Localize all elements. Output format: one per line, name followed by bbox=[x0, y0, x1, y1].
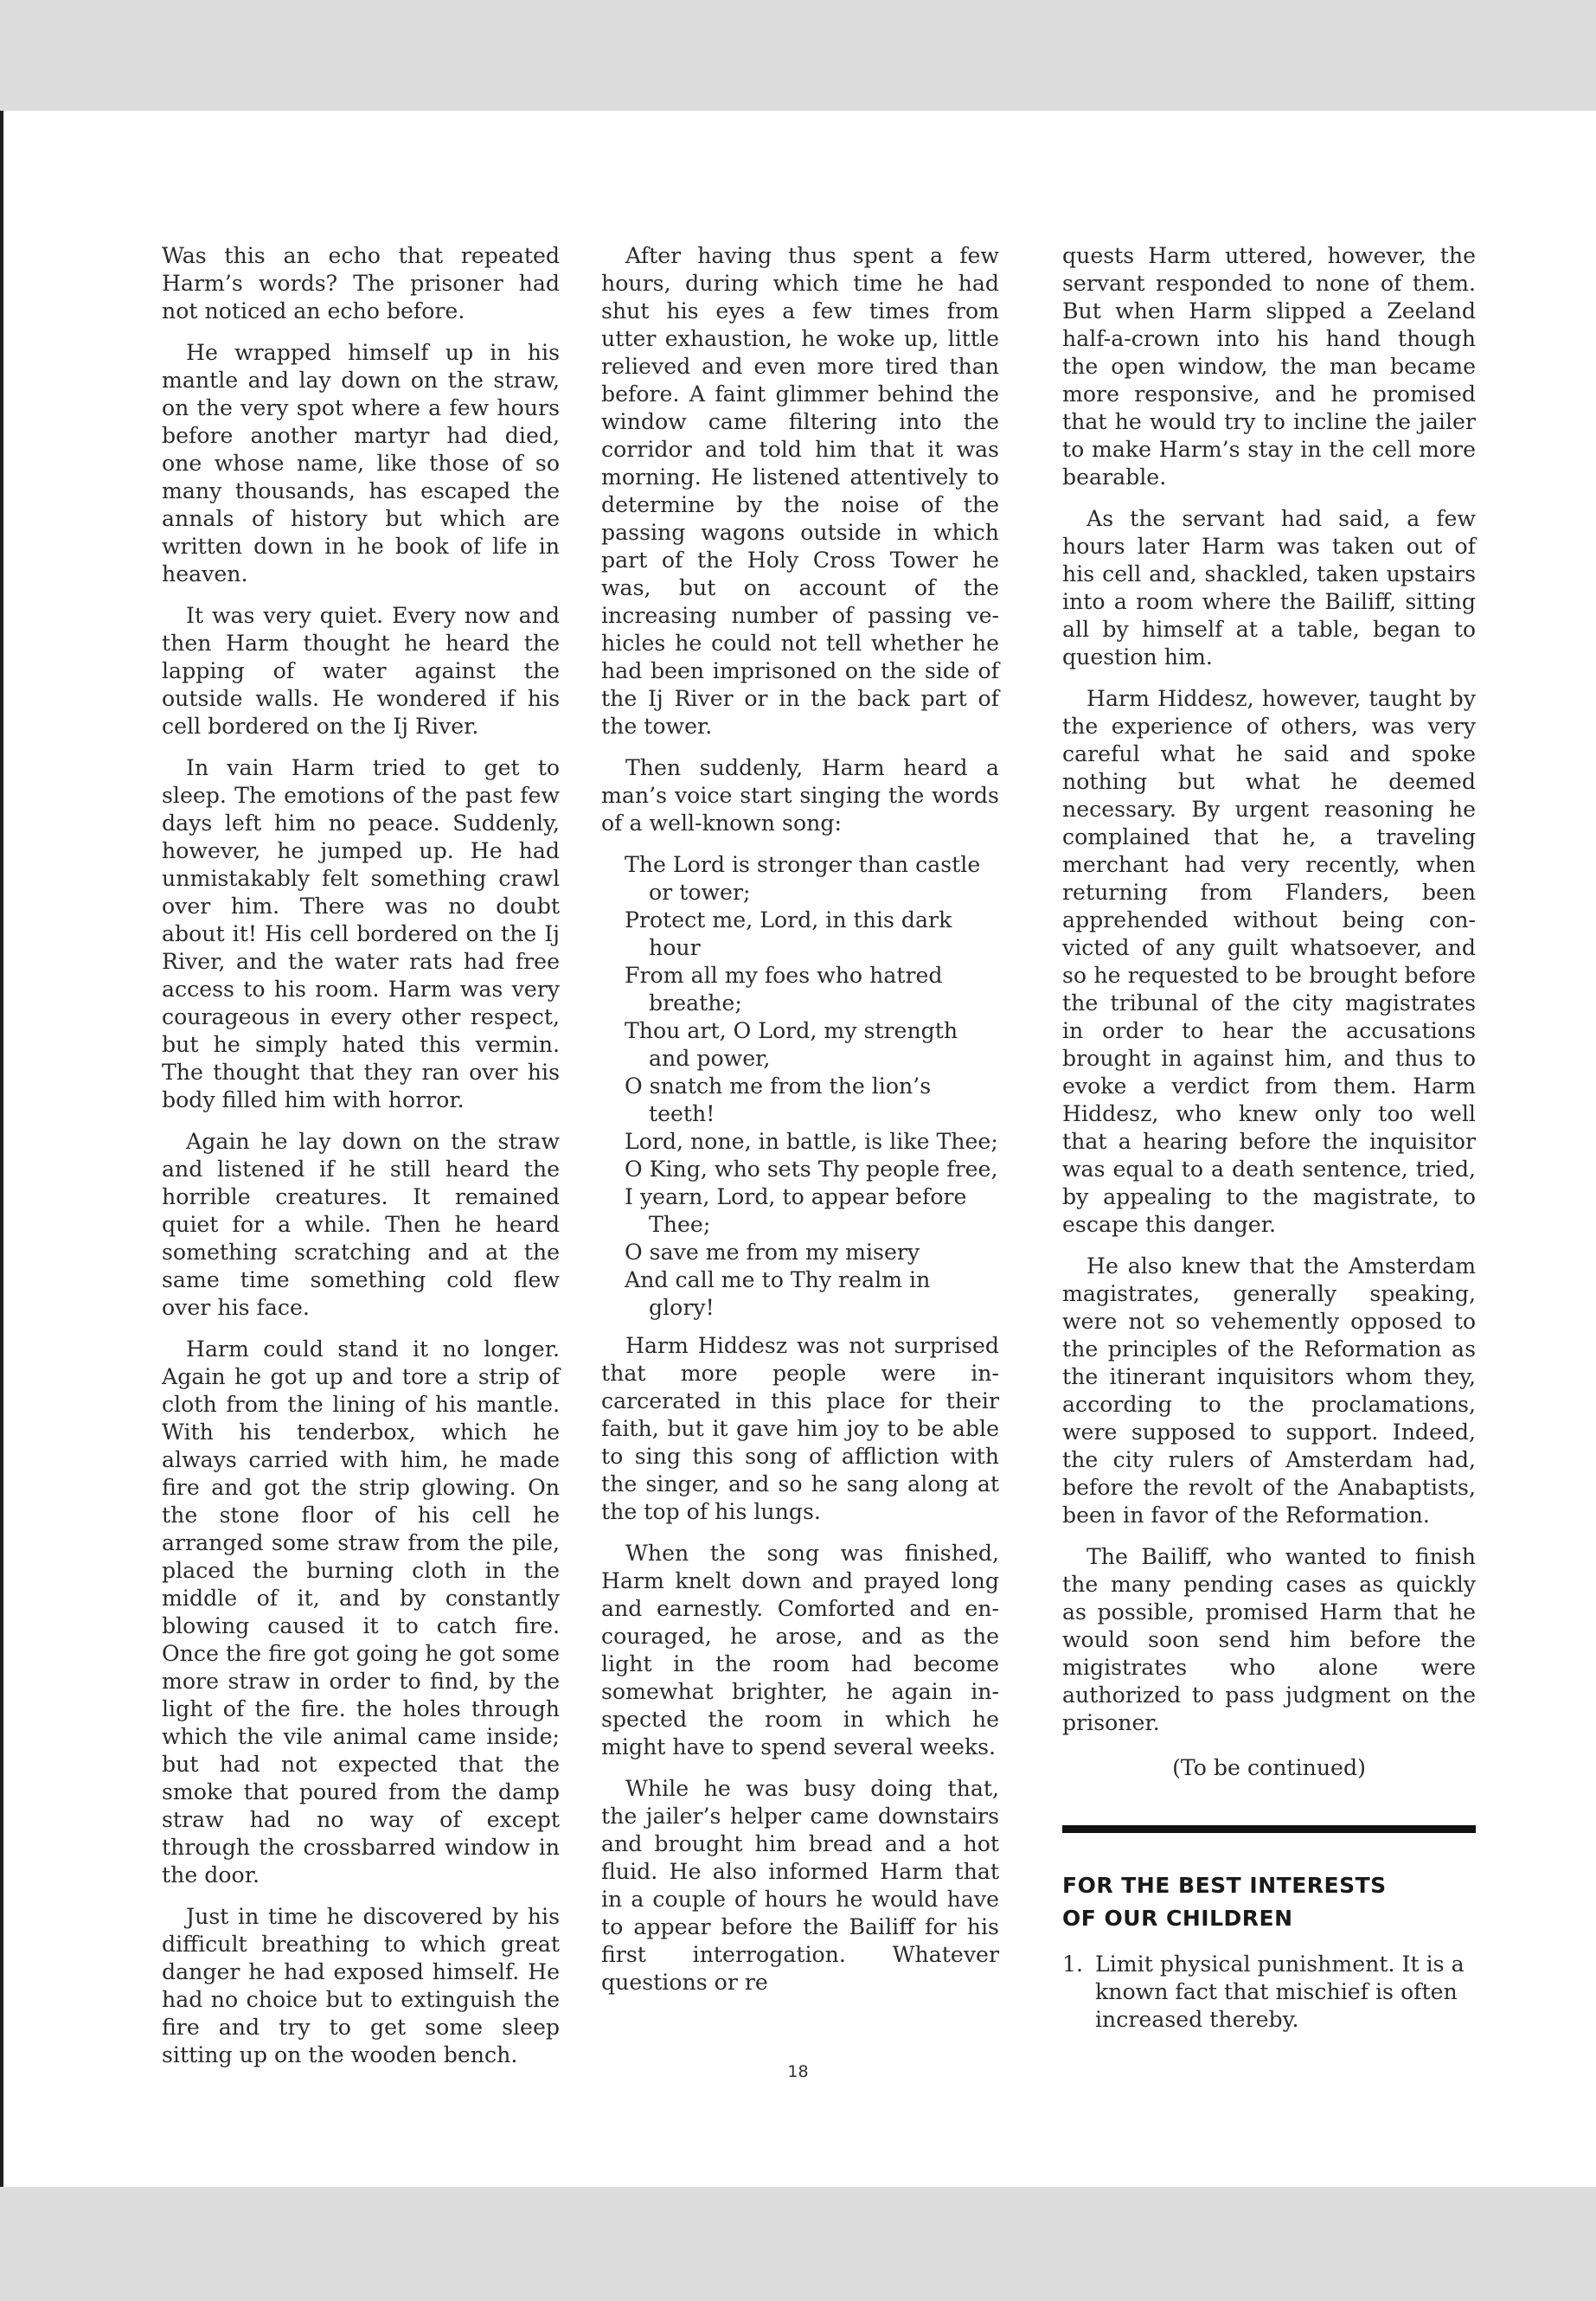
song-line: O King, who sets Thy people free, bbox=[625, 1157, 998, 1182]
paragraph: In vain Harm tried to get to sleep. The emotions of the past few days left him no peace. Suddenly, however, he jumped up. He had unmistakably felt something crawl over him. There was no doubt about it! His cell bordered on the Ij River, and the water rats had free access to his room. Harm was very courageous in every other respect, but he simply hated this vermin. The thought that they ran over his body filled him with horror. bbox=[162, 755, 560, 1112]
paragraph: Harm Hiddesz was not surprised that more people were incarcerated in this place for their faith, but it gave him joy to be able to sing this song of affliction with the singer, and so he sang along at the top of his lungs. bbox=[601, 1333, 999, 1524]
column-1 bbox=[162, 242, 560, 2083]
page-number: 18 bbox=[787, 2062, 809, 2081]
paragraph: It was very quiet. Every now and then Harm thought he heard the lapping of water against the outside walls. He wondered if his cell bordered on the Ij River. bbox=[162, 603, 560, 739]
song-line: I yearn, Lord, to appear before Thee; bbox=[625, 1184, 967, 1237]
section-divider bbox=[1062, 1825, 1476, 1833]
section-heading-line: FOR THE BEST INTERESTS bbox=[1062, 1873, 1387, 1898]
paragraph: While he was busy doing that, the jailer’s helper came downstairs and brought him bread and a hot fluid. He also informed Harm that in a couple of hours he would have to appear before the Bailiff for his first interrogation. Whatever questions or re bbox=[601, 1776, 999, 1995]
paragraph: When the song was finished, Harm knelt down and prayed long and earnestly. Comforted and encouraged, he arose, and as the light in the room had become somewhat brighter, he again inspected the room in which he might have to spend several weeks. bbox=[601, 1541, 999, 1759]
paragraph: Again he lay down on the straw and listened if he still heard the horrible creatures. It remained quiet for a while. Then he heard something scratching and at the same time something cold flew over his face. bbox=[162, 1129, 560, 1320]
song-line: Lord, none, in battle, is like Thee; bbox=[625, 1129, 998, 1154]
song-line: O save me from my misery bbox=[625, 1240, 920, 1265]
paragraph: He wrapped himself up in his mantle and lay down on the straw, on the very spot where a few hours before another martyr had died, one whose name, like those of so many thousands, has escaped the annals of history but which are written down in he book of life in heaven. bbox=[162, 340, 560, 586]
to-be-continued: (To be continued) bbox=[1172, 1755, 1366, 1780]
song-line: O snatch me from the lion’s teeth! bbox=[625, 1074, 932, 1126]
paragraph: The Bailiff, who wanted to finish the many pending cases as quickly as possible, promised Harm that he would soon send him before the migistrates who alone were authorized to pass judgment on the prisoner. bbox=[1062, 1544, 1476, 1735]
paragraph: Just in time he discovered by his difficult breathing to which great danger he had exposed himself. He had no choice but to extinguish the fire and try to get some sleep sitting up on the wooden bench. bbox=[162, 1904, 560, 2067]
paragraph: As the servant had said, a few hours later Harm was taken out of his cell and, shackled, taken upstairs into a room where the Bailiff, sitting all by himself at a table, began to question him. bbox=[1062, 506, 1476, 670]
song-line: Protect me, Lord, in this dark hour bbox=[625, 907, 952, 960]
paragraph: He also knew that the Amsterdam magistrates, generally speaking, were not so vehemently opposed to the principles of the Reformation as the itinerant inquisitors whom they, according to the proclamations, were supposed to support. Indeed, the city rulers of Amsterdam had, before the revolt of the Anabaptists, been in favor of the Reformation. bbox=[1062, 1253, 1476, 1528]
song-line: Thou art, O Lord, my strength and power, bbox=[625, 1018, 958, 1071]
column-3 bbox=[1062, 242, 1476, 2034]
song-line: And call me to Thy realm in glory! bbox=[625, 1267, 931, 1320]
paragraph: quests Harm uttered, however, the servant responded to none of them. But when Harm slipped a Zeeland half-a-crown into his hand though the open window, the man became more responsive, and he promised that he would try to incline the jailer to make Harm’s stay in the cell more bearable. bbox=[1062, 243, 1476, 490]
paragraph: Harm Hiddesz, however, taught by the experience of others, was very careful what he said and spoke nothing but what he deemed necessary. By urgent reasoning he complained that he, a traveling merchant had very recently, when returning from Flanders, been apprehended without being convicted of any guilt whatsoever, and so he requested to be brought before the tribunal of the city magistrates in order to hear the accusations brought in against him, and thus to evoke a verdict from them. Harm Hiddesz, who knew only too well that a hearing before the inquisitor was equal to a death sentence, tried, by appealing to the magistrate, to escape this danger. bbox=[1062, 686, 1476, 1237]
column-2 bbox=[601, 242, 999, 2010]
paragraph: Was this an echo that repeated Harm’s words? The prisoner had not noticed an echo before. bbox=[162, 243, 560, 324]
paragraph: Then suddenly, Harm heard a man’s voice start singing the words of a well-known song: bbox=[601, 755, 999, 836]
song-lyrics bbox=[601, 851, 999, 1322]
song-line: The Lord is stronger than castle or tower; bbox=[625, 852, 981, 905]
paragraph: Harm could stand it no longer. Again he got up and tore a strip of cloth from the lining of his mantle. With his tenderbox, which he always carried with him, he made fire and got the strip glowing. On the stone floor of his cell he arranged some straw from the pile, placed the burning cloth in the middle of it, and by constantly blowing caused it to catch fire. Once the fire got going he got some more straw in order to find, by the light of the fire. the holes through which the vile animal came inside; but had not expected that the smoke that poured from the damp straw had no way of except through the crossbarred window in the door. bbox=[162, 1336, 560, 1888]
list-item-number: 1. bbox=[1062, 1952, 1084, 1977]
page-edge bbox=[0, 111, 3, 2187]
section-heading bbox=[1062, 1869, 1476, 1935]
list-item-text: Limit physical punishment. It is a known fact that mischief is often increased thereby. bbox=[1095, 1952, 1465, 2032]
song-line: From all my foes who hatred breathe; bbox=[625, 963, 943, 1016]
paragraph: After having thus spent a few hours, during which time he had shut his eyes a few times from utter exhaustion, he woke up, little relieved and even more tired than before. A faint glimmer behind the window came filtering into the corridor and told him that it was morning. He listened attentively to determine by the noise of the passing wagons outside in which part of the Holy Cross Tower he was, but on account of the increasing number of passing vehicles he could not tell whether he had been imprisoned on the side of the Ij River or in the back part of the tower. bbox=[601, 243, 999, 739]
section-heading-line: OF OUR CHILDREN bbox=[1062, 1906, 1293, 1931]
list-item bbox=[1062, 1951, 1476, 2034]
